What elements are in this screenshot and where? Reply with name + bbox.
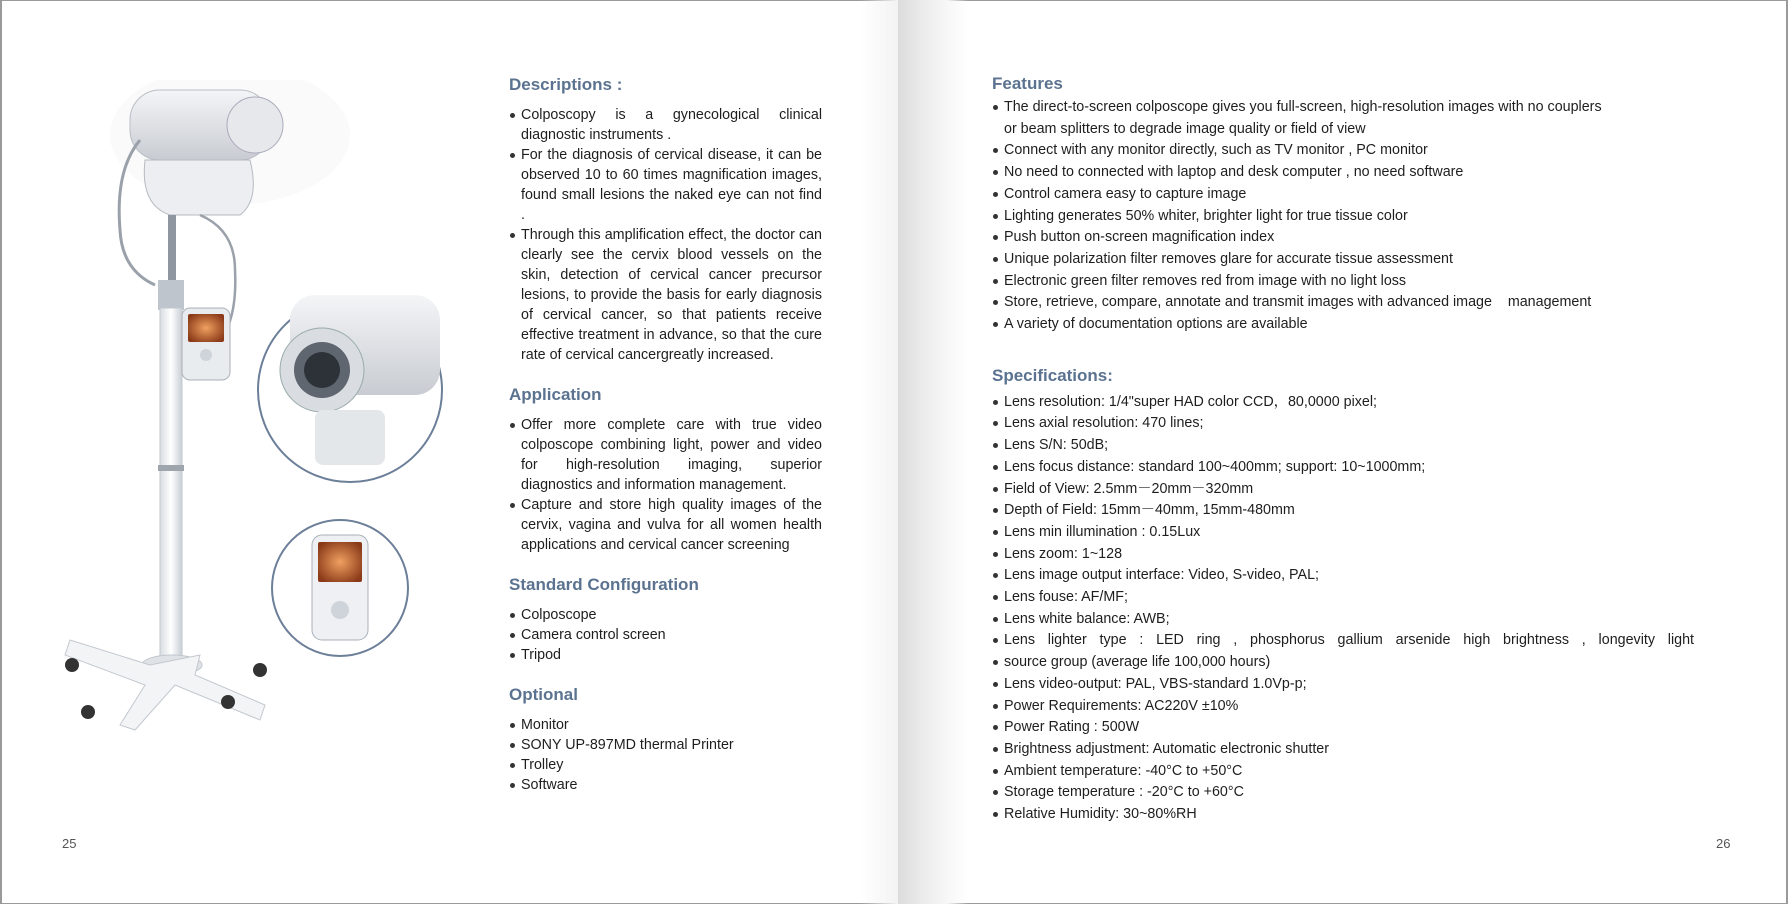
list-item: Store, retrieve, compare, annotate and transmit images with advanced image management xyxy=(992,292,1724,314)
page-fold-shadow-left xyxy=(860,0,898,904)
list-item: Lens image output interface: Video, S-video, PAL; xyxy=(992,565,1692,587)
list-item: Field of View: 2.5mm－20mm－320mm xyxy=(992,479,1692,501)
features-list xyxy=(992,97,1612,336)
list-item: Tripod xyxy=(509,645,822,665)
list-item: Lens min illumination : 0.15Lux xyxy=(992,522,1692,544)
list-item: Through this amplification effect, the doctor can clearly see the cervix blood vessels on the skin, detection of cervical cancer precursor lesions, to provide the basis for early diagnosis of cervical cancer, so that patients receive effective treatment in advance, so that the cure rate of cervical cancergreatly increased. xyxy=(509,225,822,365)
list-item: Lens white balance: AWB; xyxy=(992,609,1692,631)
specifications-title: Specifications: xyxy=(992,365,1113,385)
list-item: Lens axial resolution: 470 lines; xyxy=(992,413,1692,435)
application-title: Application xyxy=(509,385,602,404)
descriptions-list xyxy=(509,105,822,365)
list-item: Lighting generates 50% whiter, brighter light for true tissue color xyxy=(992,206,1612,228)
descriptions-title: Descriptions : xyxy=(509,75,623,94)
page-number-left: 25 xyxy=(62,836,77,851)
list-item: Brightness adjustment: Automatic electronic shutter xyxy=(992,739,1692,761)
optional-section xyxy=(509,685,822,795)
list-item: No need to connected with laptop and desk computer , no need software xyxy=(992,162,1612,184)
list-item: Lens video-output: PAL, VBS-standard 1.0Vp-p; xyxy=(992,674,1692,696)
list-item: Camera control screen xyxy=(509,625,822,645)
list-item: Software xyxy=(509,775,822,795)
list-item: The direct-to-screen colposcope gives you full-screen, high-resolution images with no couplers or beam splitters to degrade image quality or field of view xyxy=(992,97,1612,140)
list-item: SONY UP-897MD thermal Printer xyxy=(509,735,822,755)
optional-list xyxy=(509,715,822,795)
list-item: Control camera easy to capture image xyxy=(992,184,1612,206)
features-title: Features xyxy=(992,74,1063,93)
list-item: source group (average life 100,000 hours) xyxy=(992,652,1692,674)
list-item: A variety of documentation options are available xyxy=(992,314,1612,336)
left-text-column xyxy=(509,75,822,815)
list-item: Ambient temperature: -40°C to +50°C xyxy=(992,761,1692,783)
optional-title: Optional xyxy=(509,685,578,704)
list-item: Connect with any monitor directly, such as TV monitor , PC monitor xyxy=(992,140,1612,162)
standard-configuration-title: Standard Configuration xyxy=(509,575,699,594)
colposcope-illustration xyxy=(60,80,500,820)
page-number-right: 26 xyxy=(1716,836,1731,851)
list-item: Power Requirements: AC220V ±10% xyxy=(992,696,1692,718)
right-text-column xyxy=(992,74,1692,826)
list-item: Push button on-screen magnification index xyxy=(992,227,1612,249)
list-item: Monitor xyxy=(509,715,822,735)
list-item: Lens lighter type : LED ring , phosphorus gallium arsenide high brightness , longevity light xyxy=(992,630,1694,652)
list-item: For the diagnosis of cervical disease, it can be observed 10 to 60 times magnification images, found small lesions the naked eye can not find . xyxy=(509,145,822,225)
list-item: Lens S/N: 50dB; xyxy=(992,435,1692,457)
list-item: Electronic green filter removes red from image with no light loss xyxy=(992,271,1612,293)
list-item: Offer more complete care with true video colposcope combining light, power and video for high-resolution imaging, superior diagnostics and information management. xyxy=(509,415,822,495)
list-item: Capture and store high quality images of the cervix, vagina and vulva for all women health applications and cervical cancer screening xyxy=(509,495,822,555)
application-section xyxy=(509,385,822,555)
list-item: Unique polarization filter removes glare for accurate tissue assessment xyxy=(992,249,1612,271)
page-fold-shadow xyxy=(898,0,968,904)
descriptions-section xyxy=(509,75,822,365)
list-item: Trolley xyxy=(509,755,822,775)
list-item: Lens focus distance: standard 100~400mm; support: 10~1000mm; xyxy=(992,457,1692,479)
standard-configuration-list xyxy=(509,605,822,665)
list-item: Depth of Field: 15mm－40mm, 15mm-480mm xyxy=(992,500,1692,522)
list-item: Power Rating : 500W xyxy=(992,717,1692,739)
specifications-section xyxy=(992,366,1692,826)
application-list xyxy=(509,415,822,555)
list-item: Storage temperature : -20°C to +60°C xyxy=(992,782,1692,804)
features-section xyxy=(992,74,1692,336)
standard-configuration-section xyxy=(509,575,822,665)
list-item: Relative Humidity: 30~80%RH xyxy=(992,804,1692,826)
specifications-list xyxy=(992,392,1692,826)
list-item: Colposcope xyxy=(509,605,822,625)
list-item: Lens resolution: 1/4"super HAD color CCD，80,0000 pixel; xyxy=(992,392,1692,414)
list-item: Lens zoom: 1~128 xyxy=(992,544,1692,566)
list-item: Lens fouse: AF/MF; xyxy=(992,587,1692,609)
list-item: Colposcopy is a gynecological clinical diagnostic instruments . xyxy=(509,105,822,145)
